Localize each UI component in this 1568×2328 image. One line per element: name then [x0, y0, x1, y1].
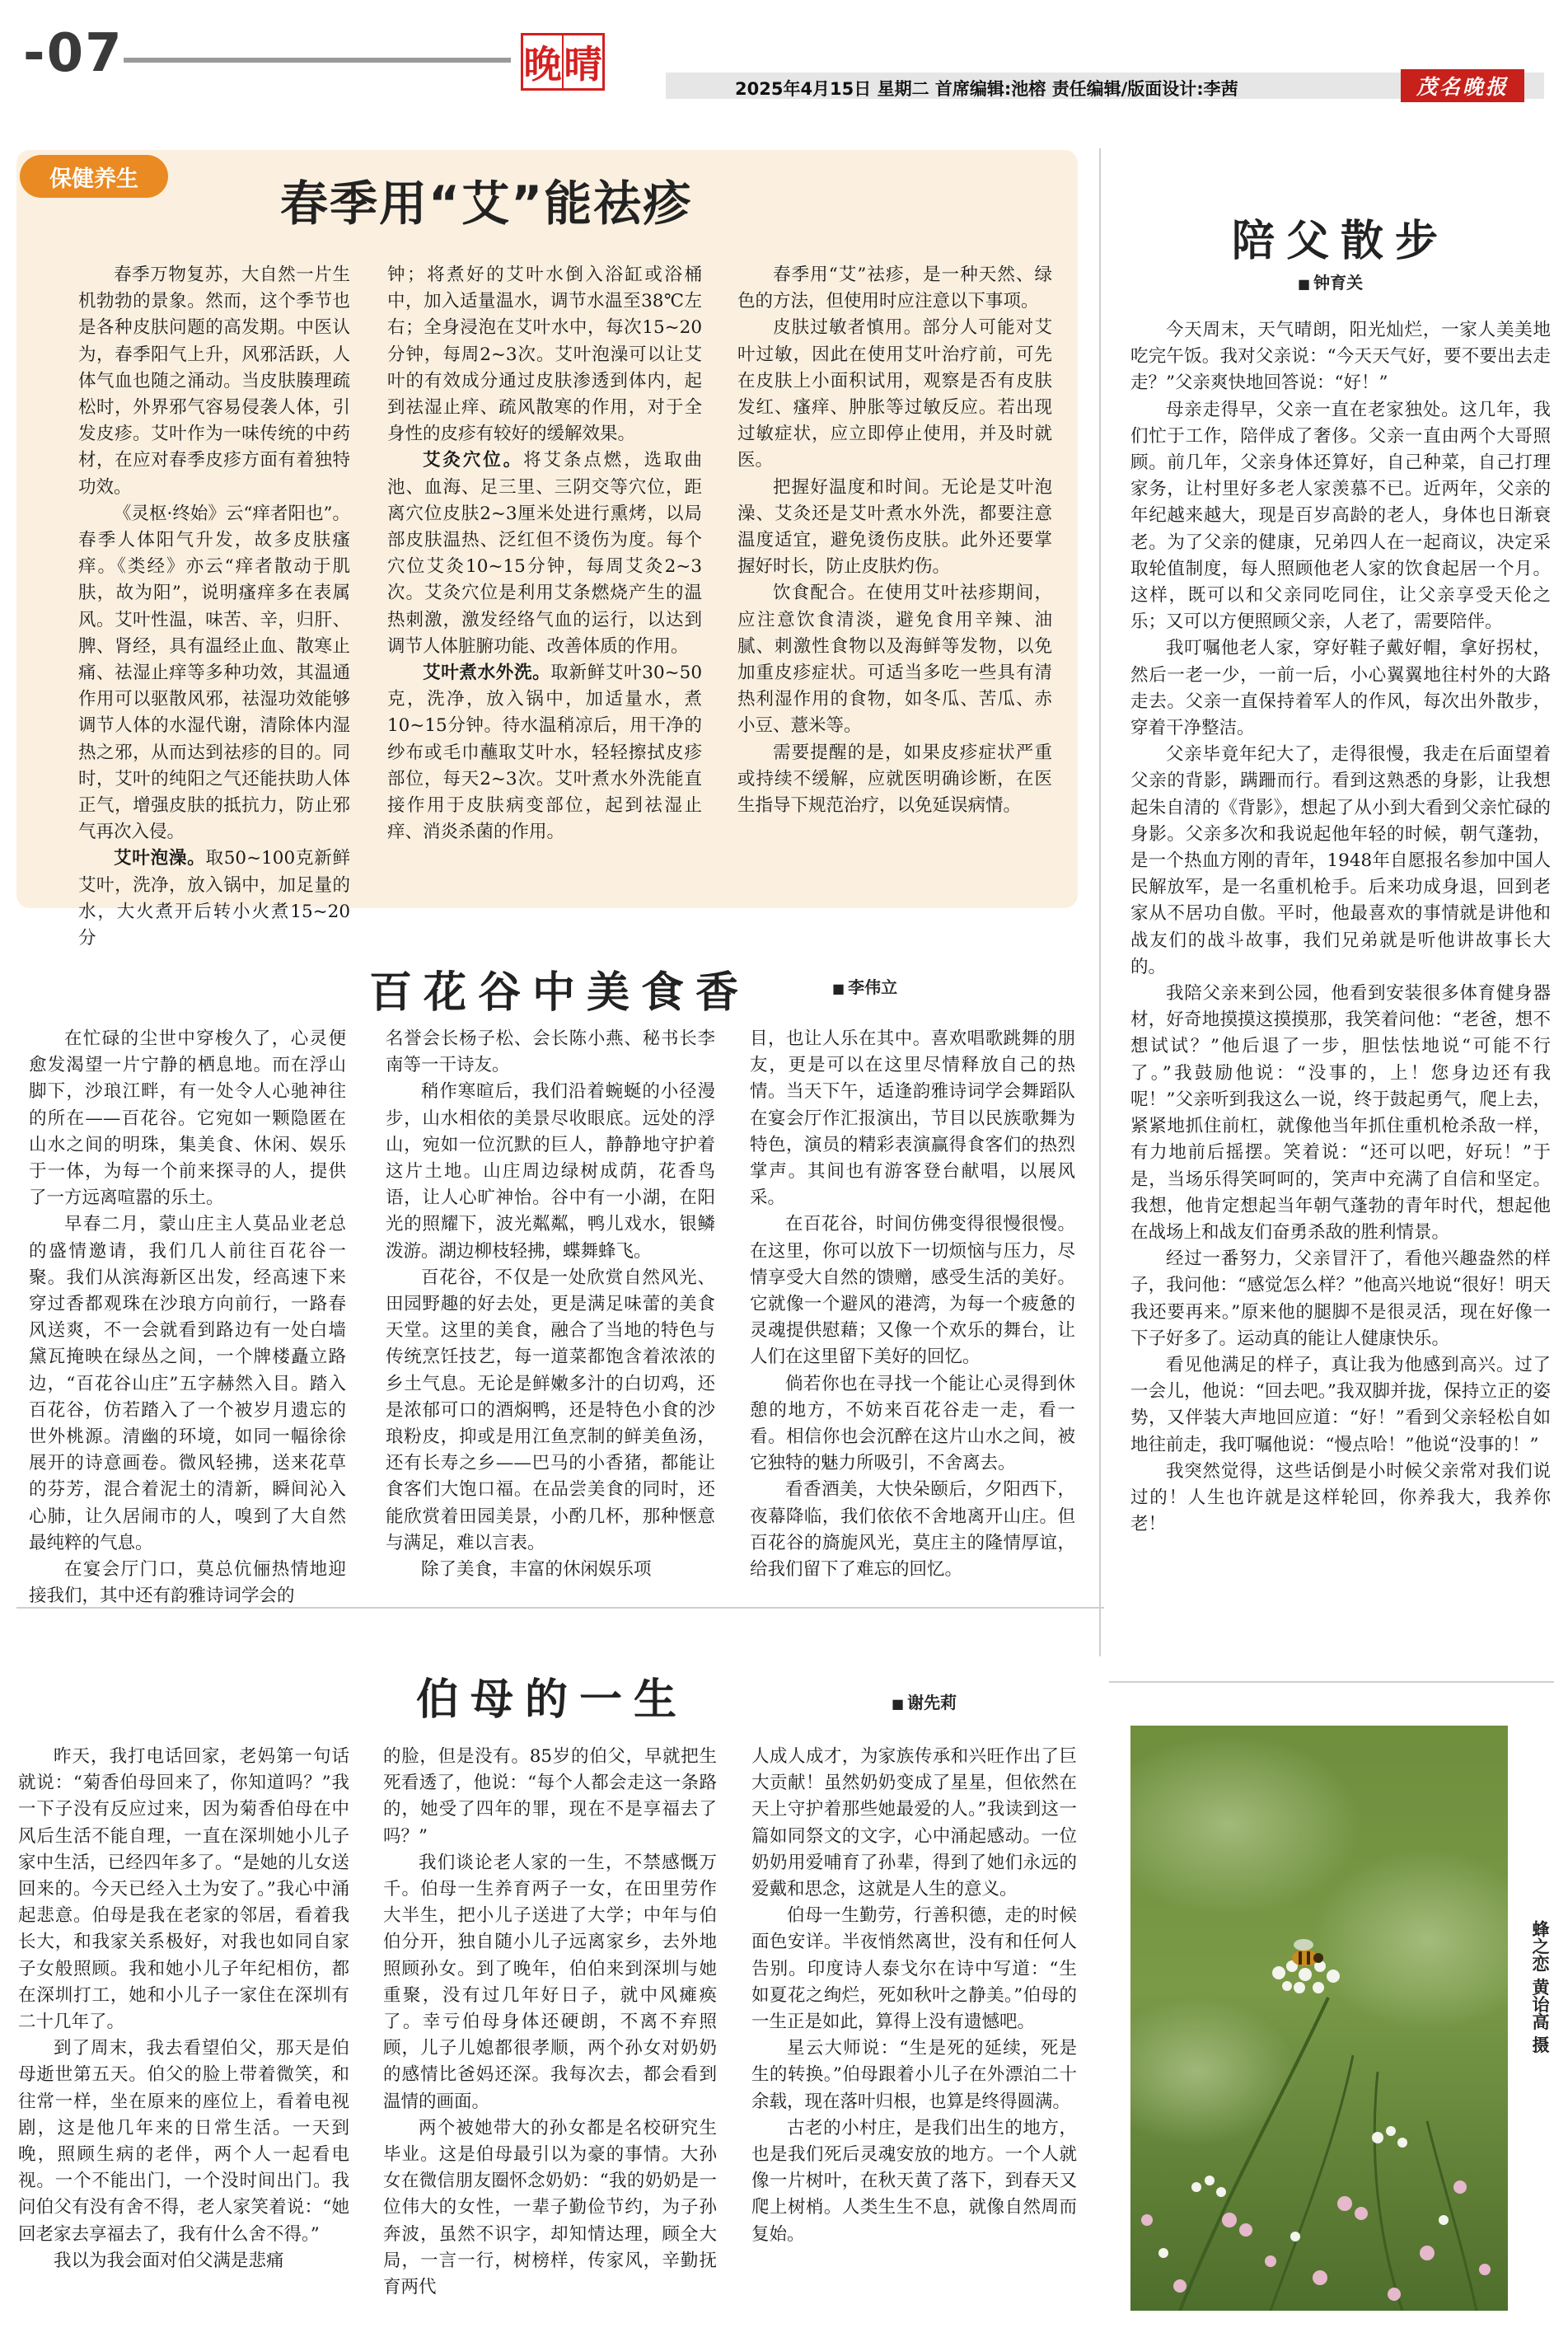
aunt-column-2: [383, 1744, 717, 2301]
paragraph: 我陪父亲来到公园，他看到安装很多体育健身器材，好奇地摸摸这摸摸那，我笑着问他：“老爸，想不想试试？”他后退了一步，胆怯怯地说“可能不行了。”我鼓励他说：“没事的，上！您身边还有我呢！”父亲听到我这么一说，终于鼓起勇气，爬上去，紧紧地抓住前杠，就像他当年抓住重机枪杀敌一样，有力地前后摇摆。笑着说：“还可以吧，好玩！”于是，当场乐得笑呵呵的，笑声中充满了自信和坚定。我想，他肯定想起当年朝气蓬勃的青年时代，想起他在战场上和战友们奋勇杀敌的胜利情景。: [1130, 983, 1551, 1243]
health-headline: 春季用“艾”能祛疹: [280, 176, 693, 232]
paragraph: 皮肤过敏者慎用。部分人可能对艾叶过敏，因此在使用艾叶治疗前，可先在皮肤上小面积试用，观察是否有皮肤发红、瘙痒、肿胀等过敏反应。若出现过敏症状，应立即停止使用，并及时就医。: [737, 317, 1052, 471]
health-column-1: [78, 262, 350, 952]
paragraph: 艾灸穴位。将艾条点燃，选取曲池、血海、足三里、三阴交等穴位，距离穴位皮肤2~3厘米处进行熏烤，以局部皮肤温热、泛红但不烫伤为度。每个穴位艾灸10~15分钟，每周艾灸2~3次。艾灸穴位是利用艾条燃烧产生的温热刺激，激发经络气血的运行，以达到调节人体脏腑功能、改善体质的作用。: [387, 450, 702, 657]
paragraph: 看香酒美，大快朵颐后，夕阳西下，夜幕降临，我们依依不舍地离开山庄。但百花谷的旖旎风光，莫庄主的隆情厚谊，给我们留下了难忘的回忆。: [750, 1479, 1075, 1581]
paragraph: 《灵枢·终始》云“痒者阳也”。春季人体阳气升发，故多皮肤瘙痒。《类经》亦云“痒者散动于肌肤，故为阳”，说明瘙痒多在表属风。艾叶性温，味苦、辛，归肝、脾、肾经，具有温经止血、散寒止痛、祛湿止痒等多种功效，其温通作用可以驱散风邪，祛湿功效能够调节人体的水湿代谢，清除体内湿热之邪，从而达到祛疹的目的。同时，艾叶的纯阳之气还能扶助人体正气，增强皮肤的抵抗力，防止邪气再次入侵。: [78, 503, 350, 843]
photo-caption: 蜂之恋 黄诒高 摄: [1530, 1920, 1550, 2054]
paragraph: 目，也让人乐在其中。喜欢唱歌跳舞的朋友，更是可以在这里尽情释放自己的热情。当天下午，适逢韵雅诗词学会舞蹈队在宴会厅作汇报演出，节目以民族歌舞为特色，演员的精彩表演赢得食客们的热烈掌声。其间也有游客登台献唱，以展风采。: [750, 1028, 1075, 1209]
paragraph: 在忙碌的尘世中穿梭久了，心灵便愈发渴望一片宁静的栖息地。而在浮山脚下，沙琅江畔，有一处令人心驰神往的所在——百花谷。它宛如一颗隐匿在山水之间的明珠，集美食、休闲、娱乐于一体，为每一个前来探寻的人，提供了一方远离喧嚣的乐土。: [29, 1028, 346, 1209]
section-label: [521, 33, 605, 91]
health-column-2: [387, 262, 702, 845]
paragraph: 百花谷，不仅是一处欣赏自然风光、田园野趣的好去处，更是满足味蕾的美食天堂。这里的美食，融合了当地的特色与传统烹饪技艺，每一道菜都饱含着浓浓的乡土气息。无论是鲜嫩多汁的白切鸡，还是浓郁可口的酒焖鸭，还是特色小食的沙琅粉皮，抑或是用江鱼烹制的鲜美鱼汤，还有长寿之乡——巴马的小香猪，都能让食客们大饱口福。在品尝美食的同时，还能欣赏着田园美景，小酌几杯，那种惬意与满足，难以言表。: [386, 1267, 715, 1553]
paragraph: 需要提醒的是，如果皮疹症状严重或持续不缓解，应就医明确诊断，在医生指导下规范治疗，以免延误病情。: [737, 742, 1052, 817]
paragraph: 我叮嘱他老人家，穿好鞋子戴好帽，拿好拐杖，然后一老一少，一前一后，小心翼翼地往村外的大路走去。父亲一直保持着军人的作风，每次出外散步，穿着干净整洁。: [1130, 638, 1551, 739]
section-divider: [1109, 1681, 1554, 1683]
subhead: 艾叶煮水外洗。: [423, 663, 551, 684]
father-title: 陪父散步: [1232, 216, 1450, 266]
paragraph: 昨天，我打电话回家，老妈第一句话就说：“菊香伯母回来了，你知道吗？”我一下子没有反应过来，因为菊香伯母在中风后生活不能自理，一直在深圳她小儿子家中生活，已经四年多了。“是她的儿女送回来的。今天已经入土为安了。”我心中涌起悲意。伯母是我在老家的邻居，看着我长大，和我家关系极好，对我也如同自家子女般照顾。我和她小儿子年纪相仿，都在深圳打工，她和小儿子一家住在深圳有二十几年了。: [18, 1746, 349, 2033]
issue-meta: 2025年4月15日 星期二 首席编辑:池榕 责任编辑/版面设计:李茜: [735, 79, 1238, 99]
paragraph: 的脸，但是没有。85岁的伯父，早就把生死看透了，他说：“每个人都会走这一条路的，她受了四年的罪，现在不是享福去了吗？”: [383, 1746, 717, 1847]
aunt-title: 伯母的一生: [416, 1675, 689, 1725]
subhead: 艾灸穴位。: [423, 450, 524, 471]
food-column-3: [750, 1026, 1075, 1583]
paragraph: 在宴会厅门口，莫总伉俪热情地迎接我们，其中还有韵雅诗词学会的: [29, 1559, 346, 1607]
father-column: [1130, 317, 1551, 1538]
paragraph: 星云大师说：“生是死的延续，死是生的转换。”伯母跟着小儿子在外漂泊二十余载，现在落叶归根，也算是终得圆满。: [751, 2038, 1077, 2112]
paragraph: 今天周末，天气晴朗，阳光灿烂，一家人美美地吃完午饭。我对父亲说：“今天天气好，要不要出去走走？”父亲爽快地回答说：“好！”: [1130, 320, 1551, 394]
paragraph: 父亲毕竟年纪大了，走得很慢，我走在后面望着父亲的背影，蹒跚而行。看到这熟悉的身影，让我想起朱自清的《背影》，想起了从小到大看到父亲忙碌的身影。父亲多次和我说起他年轻的时候，朝气蓬勃，是一个热血方刚的青年，1948年自愿报名参加中国人民解放军，是一名重机枪手。后来功成身退，回到老家从不居功自傲。平时，他最喜欢的事情就是讲他和战友们的战斗故事，我们兄弟就是听他讲故事长大的。: [1130, 744, 1551, 977]
father-author: ■ 钟育关: [1298, 269, 1363, 293]
column-divider: [1099, 148, 1101, 1656]
paragraph: 艾叶煮水外洗。取新鲜艾叶30~50克，洗净，放入锅中，加适量水，煮10~15分钟。待水温稍凉后，用干净的纱布或毛巾蘸取艾叶水，轻轻擦拭皮疹部位，每天2~3次。艾叶煮水外洗能直接作用于皮肤病变部位，起到祛湿止痒、消炎杀菌的作用。: [387, 663, 702, 843]
food-column-2: [386, 1026, 715, 1583]
paragraph: 伯母一生勤劳，行善积德，走的时候面色安详。半夜悄然离世，没有和任何人告别。印度诗人泰戈尔在诗中写道：“生如夏花之绚烂，死如秋叶之静美。”伯母的一生正是如此，算得上没有遗憾吧。: [751, 1905, 1077, 2033]
section-divider: [16, 1607, 1104, 1609]
food-author: ■ 李伟立: [832, 974, 897, 998]
section-char-1: 晚: [523, 42, 562, 87]
section-char-2: 晴: [562, 35, 602, 88]
paragraph: 饮食配合。在使用艾叶祛疹期间，应注意饮食清淡，避免食用辛辣、油腻、刺激性食物以及海鲜等发物，以免加重皮疹症状。可适当多吃一些具有清热利湿作用的食物，如冬瓜、苦瓜、赤小豆、薏米等。: [737, 583, 1052, 737]
paragraph: 名誉会长杨子松、会长陈小燕、秘书长李南等一干诗友。: [386, 1028, 715, 1076]
bee-flower-photo: [1130, 1726, 1508, 2311]
paragraph: 把握好温度和时间。无论是艾叶泡澡、艾灸还是艾叶煮水外洗，都要注意温度适宜，避免烫伤皮肤。此外还要掌握好时长，防止皮肤灼伤。: [737, 476, 1052, 578]
paragraph: 我们谈论老人家的一生，不禁感慨万千。伯母一生养育两子一女，在田里劳作大半生，把小儿子送进了大学；中年与伯伯分开，独自随小儿子远离家乡，去外地照顾孙女。到了晚年，伯伯来到深圳与她重聚，没有过几年好日子，就中风瘫痪了。幸亏伯母身体还硬朗，不离不弃照顾，儿子儿媳都很孝顺，两个孙女对奶奶的感情比爸妈还深。我每次去，都会看到温情的画面。: [383, 1852, 717, 2112]
newspaper-logo: 茂名晚报: [1401, 69, 1524, 102]
paragraph: 到了周末，我去看望伯父，那天是伯母逝世第五天。伯父的脸上带着微笑，和往常一样，坐在原来的座位上，看着电视剧，这是他几年来的日常生活。一天到晚，照顾生病的老伴，两个人一起看电视。一个不能出门，一个没时间出门。我问伯父有没有舍不得，老人家笑着说：“她回老家去享福去了，我有什么舍不得。”: [18, 2038, 349, 2245]
paragraph: 倘若你也在寻找一个能让心灵得到休憩的地方，不妨来百花谷走一走，看一看。相信你也会沉醉在这片山水之间，被它独特的魅力所吸引，不舍离去。: [750, 1373, 1075, 1474]
paragraph: 两个被她带大的孙女都是名校研究生毕业。这是伯母最引以为豪的事情。大孙女在微信朋友圈怀念奶奶：“我的奶奶是一位伟大的女性，一辈子勤俭节约，为子孙奔波，虽然不识字，却知情达理，顾全大局，一言一行，树榜样，传家风，辛勤抚育两代: [383, 2117, 717, 2298]
subhead: 艾叶泡澡。: [114, 848, 206, 869]
aunt-column-1: [18, 1744, 349, 2274]
food-title: 百花谷中美食香: [369, 967, 751, 1018]
paragraph: 钟；将煮好的艾叶水倒入浴缸或浴桶中，加入适量温水，调节水温至38℃左右；全身浸泡在艾叶水中，每次15~20分钟，每周2~3次。艾叶泡澡可以让艾叶的有效成分通过皮肤渗透到体内，起到祛湿止痒、疏风散寒的作用，对于全身性的皮疹有较好的缓解效果。: [387, 265, 702, 445]
paragraph: 除了美食，丰富的休闲娱乐项: [421, 1559, 652, 1581]
masthead-rule: [124, 58, 511, 63]
paragraph: 我以为我会面对伯父满是悲痛: [54, 2250, 284, 2271]
paragraph: 母亲走得早，父亲一直在老家独处。这几年，我们忙于工作，陪伴成了奢侈。父亲一直由两个大哥照顾。前几年，父亲身体还算好，自己种菜，自己打理家务，让村里好多老人家羡慕不已。近两年，父亲的年纪越来越大，现是百岁高龄的老人，身体也日渐衰老。为了父亲的健康，兄弟四人在一起商议，决定采取轮值制度，每人照顾他老人家的饮食起居一个月。这样，既可以和父亲同吃同住，让父亲享受天伦之乐；又可以方便照顾父亲，人老了，需要陪伴。: [1130, 399, 1551, 633]
paragraph: 人成人成才，为家族传承和兴旺作出了巨大贡献！虽然奶奶变成了星星，但依然在天上守护着那些她最爱的人。”我读到这一篇如同祭文的文字，心中涌起感动。一位奶奶用爱哺育了孙辈，得到了她们永远的爱戴和思念，这就是人生的意义。: [751, 1746, 1077, 1900]
paragraph: 我突然觉得，这些话倒是小时候父亲常对我们说过的！人生也许就是这样轮回，你养我大，我养你老！: [1130, 1460, 1551, 1535]
photo-illustration: [1130, 1726, 1508, 2311]
aunt-author: ■ 谢先莉: [892, 1689, 957, 1713]
paragraph: 艾叶泡澡。取50~100克新鲜艾叶，洗净，放入锅中，加足量的水，大火煮开后转小火煮15~20分: [78, 848, 350, 949]
paragraph: 春季万物复苏，大自然一片生机勃勃的景象。然而，这个季节也是各种皮肤问题的高发期。中医认为，春季阳气上升，风邪活跃，人体气血也随之涌动。当皮肤腠理疏松时，外界邪气容易侵袭人体，引发皮疹。艾叶作为一味传统的中药材，在应对春季皮疹方面有着独特功效。: [78, 265, 350, 498]
paragraph: 经过一番努力，父亲冒汗了，看他兴趣盎然的样子，我问他：“感觉怎么样？”他高兴地说“很好！明天我还要再来。”原来他的腿脚不是很灵活，现在好像一下子好多了。运动真的能让人健康快乐。: [1130, 1248, 1551, 1349]
paragraph: 早春二月，蒙山庄主人莫品业老总的盛情邀请，我们几人前往百花谷一聚。我们从滨海新区出发，经高速下来穿过香都观珠在沙琅方向前行，一路春风送爽，不一会就看到路边有一处白墙黛瓦掩映在绿丛之间，一个牌楼矗立路边，“百花谷山庄”五字赫然入目。踏入百花谷，仿若踏入了一个被岁月遗忘的世外桃源。清幽的环境，如同一幅徐徐展开的诗意画卷。微风轻拂，送来花草的芬芳，混合着泥土的清新，瞬间沁入心肺，让久居闹市的人，嗅到了大自然最纯粹的气息。: [29, 1214, 346, 1553]
page-number: -07: [23, 23, 124, 84]
food-column-1: [29, 1026, 346, 1609]
paragraph: 在百花谷，时间仿佛变得很慢很慢。在这里，你可以放下一切烦恼与压力，尽情享受大自然的馈赠，感受生活的美好。它就像一个避风的港湾，为每一个疲惫的灵魂提供慰藉；又像一个欢乐的舞台，让人们在这里留下美好的回忆。: [750, 1214, 1075, 1368]
paragraph: 春季用“艾”祛疹，是一种天然、绿色的方法，但使用时应注意以下事项。: [737, 265, 1052, 312]
health-column-3: [737, 262, 1052, 819]
aunt-column-3: [751, 1744, 1077, 2248]
paragraph: 古老的小村庄，是我们出生的地方，也是我们死后灵魂安放的地方。一个人就像一片树叶，在秋天黄了落下，到春天又爬上树梢。人类生生不息，就像自然周而复始。: [751, 2117, 1077, 2245]
column-tag: 保健养生: [20, 155, 168, 198]
paragraph: 看见他满足的样子，真让我为他感到高兴。过了一会儿，他说：“回去吧。”我双脚并拢，保持立正的姿势，又伴装大声地回应道：“好！”看到父亲轻松自如地往前走，我叮嘱他说：“慢点哈！”他说“没事的！”: [1130, 1354, 1551, 1455]
paragraph: 稍作寒暄后，我们沿着蜿蜒的小径漫步，山水相依的美景尽收眼底。远处的浮山，宛如一位沉默的巨人，静静地守护着这片土地。山庄周边绿树成荫，花香鸟语，让人心旷神怡。谷中有一小湖，在阳光的照耀下，波光粼粼，鸭儿戏水，银鳞泼游。湖边柳枝轻拂，蝶舞蜂飞。: [386, 1081, 715, 1262]
